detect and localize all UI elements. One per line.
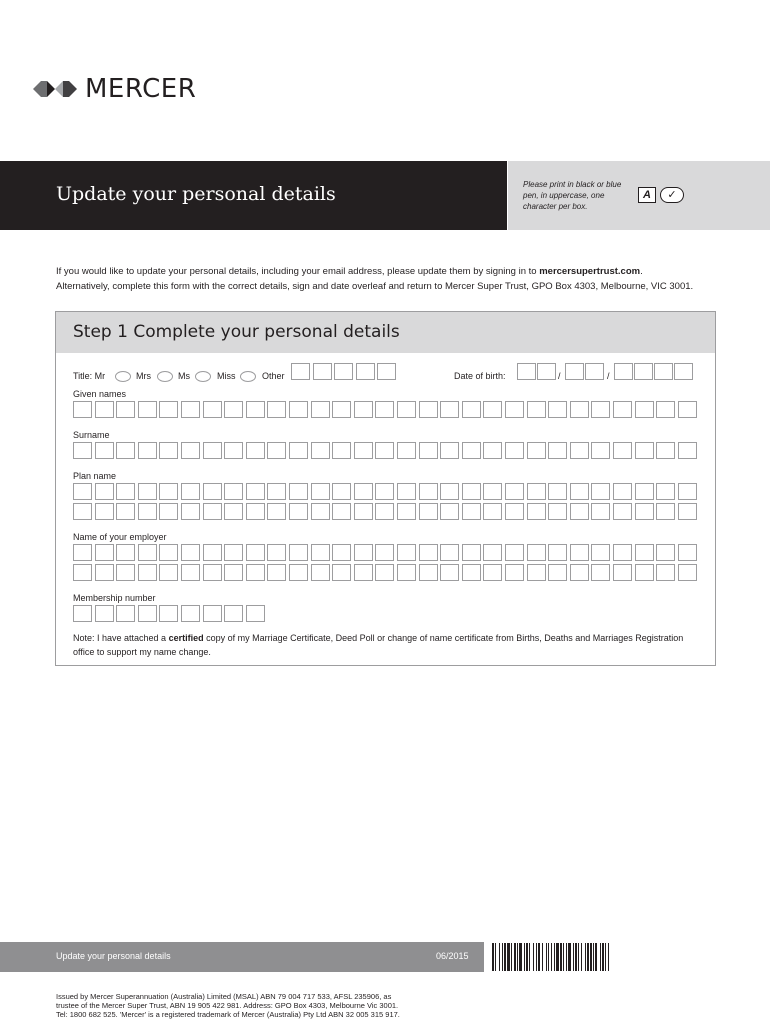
plan-name-box[interactable]: [462, 503, 481, 520]
employer-box[interactable]: [505, 544, 524, 561]
plan-name-box[interactable]: [678, 483, 697, 500]
plan-name-box[interactable]: [267, 503, 286, 520]
employer-box[interactable]: [375, 564, 394, 581]
employer-box[interactable]: [332, 544, 351, 561]
employer-box[interactable]: [548, 564, 567, 581]
membership-number-box[interactable]: [203, 605, 222, 622]
employer-box[interactable]: [527, 544, 546, 561]
membership-number-box[interactable]: [95, 605, 114, 622]
barcode-bar: [524, 943, 525, 971]
barcode-bar: [533, 943, 534, 971]
plan-name-box[interactable]: [354, 503, 373, 520]
barcode-bar: [595, 943, 597, 971]
plan-name-box[interactable]: [397, 483, 416, 500]
plan-name-box[interactable]: [375, 503, 394, 520]
dob-digit-box[interactable]: [537, 363, 556, 380]
dob-digit-box[interactable]: [614, 363, 633, 380]
step1-title: Step 1 Complete your personal details: [73, 322, 400, 342]
surname-box[interactable]: [505, 442, 524, 459]
step1-header: [56, 312, 715, 353]
dob-digit-box[interactable]: [634, 363, 653, 380]
barcode-bar: [554, 943, 555, 971]
plan-name-box[interactable]: [656, 483, 675, 500]
title-other-label: Other: [262, 371, 285, 381]
employer-box[interactable]: [116, 544, 135, 561]
surname-box[interactable]: [548, 442, 567, 459]
surname-box[interactable]: [354, 442, 373, 459]
given-names-box[interactable]: [483, 401, 502, 418]
barcode-bar: [526, 943, 528, 971]
given-names-box[interactable]: [289, 401, 308, 418]
plan-name-box[interactable]: [159, 483, 178, 500]
employer-box[interactable]: [224, 564, 243, 581]
employer-box[interactable]: [462, 564, 481, 581]
sample-letter-box: A: [638, 187, 656, 203]
mercer-wordmark: MERCER: [85, 74, 197, 104]
plan-name-box[interactable]: [591, 503, 610, 520]
dob-sep-2: /: [607, 371, 610, 381]
barcode-bar: [511, 943, 512, 971]
surname-box[interactable]: [440, 442, 459, 459]
given-names-box[interactable]: [397, 401, 416, 418]
plan-name-box[interactable]: [397, 503, 416, 520]
employer-box[interactable]: [483, 564, 502, 581]
barcode-bar: [517, 943, 518, 971]
barcode-bar: [556, 943, 559, 971]
given-names-box[interactable]: [462, 401, 481, 418]
step1-section: [55, 311, 716, 666]
given-names-box[interactable]: [116, 401, 135, 418]
membership-label: Membership number: [73, 593, 156, 603]
note-text-rest: copy of my Marriage Certificate, Deed Poll or change of name certificate from Births, Deaths and Marriages Registration office to support my name change.: [73, 633, 684, 657]
plan-name-box[interactable]: [267, 483, 286, 500]
barcode-bar: [548, 943, 549, 971]
name-change-note: [73, 631, 703, 659]
plan-name-box[interactable]: [116, 503, 135, 520]
plan-name-box[interactable]: [656, 503, 675, 520]
given-names-box[interactable]: [181, 401, 200, 418]
legal-text: [56, 992, 476, 1019]
plan-name-box[interactable]: [613, 483, 632, 500]
membership-number-box[interactable]: [116, 605, 135, 622]
plan-name-box[interactable]: [95, 483, 114, 500]
employer-box[interactable]: [505, 564, 524, 581]
employer-box[interactable]: [483, 544, 502, 561]
title-mrs-radio[interactable]: [157, 371, 173, 382]
employer-box[interactable]: [267, 544, 286, 561]
employer-box[interactable]: [95, 544, 114, 561]
plan-name-box[interactable]: [375, 483, 394, 500]
title-miss-label: Miss: [217, 371, 236, 381]
plan-name-box[interactable]: [527, 503, 546, 520]
employer-box[interactable]: [397, 544, 416, 561]
title-other-box[interactable]: [356, 363, 375, 380]
plan-name-box[interactable]: [527, 483, 546, 500]
surname-box[interactable]: [289, 442, 308, 459]
given-names-box[interactable]: [656, 401, 675, 418]
surname-box[interactable]: [591, 442, 610, 459]
plan-name-box[interactable]: [311, 503, 330, 520]
surname-box[interactable]: [678, 442, 697, 459]
employer-box[interactable]: [203, 564, 222, 581]
plan-name-box[interactable]: [570, 503, 589, 520]
barcode-bar: [519, 943, 522, 971]
surname-box[interactable]: [419, 442, 438, 459]
given-names-box[interactable]: [138, 401, 157, 418]
given-names-box[interactable]: [224, 401, 243, 418]
mercer-logo: [33, 74, 196, 104]
employer-box[interactable]: [289, 544, 308, 561]
membership-number-box[interactable]: [224, 605, 243, 622]
surname-box[interactable]: [527, 442, 546, 459]
plan-name-box[interactable]: [635, 503, 654, 520]
plan-name-box[interactable]: [613, 503, 632, 520]
given-names-box[interactable]: [311, 401, 330, 418]
barcode-bar: [581, 943, 582, 971]
surname-box[interactable]: [656, 442, 675, 459]
plan-name-box[interactable]: [505, 503, 524, 520]
employer-box[interactable]: [181, 544, 200, 561]
plan-name-box[interactable]: [419, 503, 438, 520]
given-names-box[interactable]: [354, 401, 373, 418]
title-other-box[interactable]: [291, 363, 310, 380]
given-names-box[interactable]: [246, 401, 265, 418]
given-names-box[interactable]: [95, 401, 114, 418]
dob-digit-box[interactable]: [565, 363, 584, 380]
barcode: [490, 943, 710, 971]
dob-sep-1: /: [558, 371, 561, 381]
surname-box[interactable]: [375, 442, 394, 459]
surname-box[interactable]: [332, 442, 351, 459]
given-names-box[interactable]: [159, 401, 178, 418]
barcode-bar: [546, 943, 547, 971]
surname-box[interactable]: [246, 442, 265, 459]
note-text: Note: I have attached a: [73, 633, 169, 643]
employer-box[interactable]: [311, 544, 330, 561]
surname-box[interactable]: [224, 442, 243, 459]
given-names-box[interactable]: [332, 401, 351, 418]
surname-box[interactable]: [159, 442, 178, 459]
given-names-box[interactable]: [203, 401, 222, 418]
plan-name-box[interactable]: [181, 503, 200, 520]
plan-name-box[interactable]: [332, 503, 351, 520]
employer-box[interactable]: [311, 564, 330, 581]
employer-box[interactable]: [613, 564, 632, 581]
plan-name-box[interactable]: [354, 483, 373, 500]
employer-box[interactable]: [73, 544, 92, 561]
sample-tick-icon: ✓: [660, 187, 684, 203]
barcode-bar: [499, 943, 500, 971]
intro-period: .: [640, 266, 643, 277]
barcode-bar: [568, 943, 571, 971]
employer-box[interactable]: [375, 544, 394, 561]
plan-name-box[interactable]: [181, 483, 200, 500]
dob-label: Date of birth:: [454, 371, 506, 381]
employer-box[interactable]: [203, 544, 222, 561]
barcode-bar: [602, 943, 604, 971]
employer-box[interactable]: [246, 564, 265, 581]
employer-box[interactable]: [95, 564, 114, 581]
membership-number-box[interactable]: [246, 605, 265, 622]
plan-name-box[interactable]: [73, 503, 92, 520]
employer-box[interactable]: [289, 564, 308, 581]
given-names-box[interactable]: [375, 401, 394, 418]
employer-label: Name of your employer: [73, 532, 167, 542]
plan-name-box[interactable]: [289, 483, 308, 500]
employer-box[interactable]: [181, 564, 200, 581]
membership-number-box[interactable]: [138, 605, 157, 622]
barcode-bar: [492, 943, 494, 971]
barcode-bar: [575, 943, 577, 971]
barcode-bar: [504, 943, 506, 971]
employer-box[interactable]: [591, 564, 610, 581]
footer-title: Update your personal details: [56, 951, 171, 961]
surname-box[interactable]: [181, 442, 200, 459]
intro-line1: If you would like to update your personal details, including your email address, please update them by signing in to: [56, 266, 540, 277]
given-names-box[interactable]: [527, 401, 546, 418]
dob-digit-box[interactable]: [654, 363, 673, 380]
employer-box[interactable]: [570, 564, 589, 581]
employer-box[interactable]: [354, 564, 373, 581]
barcode-bar: [538, 943, 540, 971]
given-names-box[interactable]: [591, 401, 610, 418]
barcode-bar: [536, 943, 537, 971]
print-instructions: Please print in black or blue pen, in uppercase, one character per box.: [523, 180, 622, 211]
intro-line2: Alternatively, complete this form with the correct details, sign and date overleaf and return to Mercer Super Trust, GPO Box 4303, Melbourne, VIC 3001.: [56, 281, 694, 292]
form-title: Update your personal details: [56, 183, 336, 205]
employer-box[interactable]: [570, 544, 589, 561]
barcode-bar: [566, 943, 567, 971]
surname-box[interactable]: [116, 442, 135, 459]
title-other-box[interactable]: [334, 363, 353, 380]
plan-name-box[interactable]: [138, 483, 157, 500]
plan-name-box[interactable]: [570, 483, 589, 500]
legal-line-2: trustee of the Mercer Super Trust, ABN 19 905 422 981. Address: GPO Box 4303, Melbourne Vic 3001.: [56, 1001, 399, 1010]
employer-box[interactable]: [678, 544, 697, 561]
given-names-label: Given names: [73, 389, 127, 399]
employer-box[interactable]: [332, 564, 351, 581]
barcode-bar: [573, 943, 574, 971]
given-names-box[interactable]: [419, 401, 438, 418]
employer-box[interactable]: [138, 564, 157, 581]
employer-box[interactable]: [635, 564, 654, 581]
plan-name-label: Plan name: [73, 471, 117, 481]
employer-box[interactable]: [138, 544, 157, 561]
surname-box[interactable]: [397, 442, 416, 459]
given-names-box[interactable]: [548, 401, 567, 418]
plan-name-box[interactable]: [159, 503, 178, 520]
employer-box[interactable]: [73, 564, 92, 581]
surname-box[interactable]: [267, 442, 286, 459]
employer-box[interactable]: [224, 544, 243, 561]
title-mr-radio[interactable]: [115, 371, 131, 382]
employer-box[interactable]: [440, 564, 459, 581]
employer-box[interactable]: [462, 544, 481, 561]
surname-box[interactable]: [462, 442, 481, 459]
intro-text: [56, 264, 736, 294]
plan-name-box[interactable]: [548, 483, 567, 500]
title-mrs-label: Mrs: [136, 371, 151, 381]
employer-box[interactable]: [656, 544, 675, 561]
membership-number-box[interactable]: [73, 605, 92, 622]
employer-box[interactable]: [397, 564, 416, 581]
plan-name-box[interactable]: [678, 503, 697, 520]
employer-box[interactable]: [267, 564, 286, 581]
plan-name-box[interactable]: [224, 503, 243, 520]
plan-name-box[interactable]: [462, 483, 481, 500]
employer-box[interactable]: [419, 564, 438, 581]
plan-name-box[interactable]: [138, 503, 157, 520]
employer-box[interactable]: [440, 544, 459, 561]
title-miss-radio[interactable]: [240, 371, 256, 382]
website-link[interactable]: mercersupertrust.com: [539, 266, 641, 277]
barcode-bar: [529, 943, 530, 971]
title-other-box[interactable]: [313, 363, 332, 380]
barcode-bar: [563, 943, 564, 971]
barcode-bar: [578, 943, 579, 971]
employer-box[interactable]: [246, 544, 265, 561]
employer-box[interactable]: [159, 564, 178, 581]
print-instructions-panel: [508, 161, 770, 230]
plan-name-box[interactable]: [505, 483, 524, 500]
mercer-logo-icon: [33, 77, 77, 101]
plan-name-box[interactable]: [548, 503, 567, 520]
surname-box[interactable]: [73, 442, 92, 459]
footer-date: 06/2015: [436, 951, 469, 961]
barcode-bar: [608, 943, 609, 971]
barcode-bar: [507, 943, 510, 971]
employer-box[interactable]: [419, 544, 438, 561]
surname-box[interactable]: [570, 442, 589, 459]
given-names-box[interactable]: [613, 401, 632, 418]
legal-line-1: Issued by Mercer Superannuation (Australia) Limited (MSAL) ABN 79 004 717 533, AFSL 235906, as: [56, 992, 392, 1001]
employer-box[interactable]: [354, 544, 373, 561]
surname-box[interactable]: [311, 442, 330, 459]
plan-name-box[interactable]: [246, 503, 265, 520]
plan-name-box[interactable]: [203, 503, 222, 520]
plan-name-box[interactable]: [483, 483, 502, 500]
dob-digit-box[interactable]: [585, 363, 604, 380]
surname-label: Surname: [73, 430, 110, 440]
legal-line-3: Tel: 1800 682 525. 'Mercer' is a registered trademark of Mercer (Australia) Pty Ltd ABN 32 005 315 917.: [56, 1010, 400, 1019]
barcode-bar: [560, 943, 562, 971]
title-label: Title: Mr: [73, 371, 106, 381]
given-names-box[interactable]: [505, 401, 524, 418]
employer-box[interactable]: [159, 544, 178, 561]
barcode-bar: [542, 943, 543, 971]
barcode-bar: [587, 943, 589, 971]
plan-name-box[interactable]: [635, 483, 654, 500]
surname-box[interactable]: [483, 442, 502, 459]
plan-name-box[interactable]: [289, 503, 308, 520]
title-ms-label: Ms: [178, 371, 190, 381]
barcode-bar: [590, 943, 592, 971]
plan-name-box[interactable]: [332, 483, 351, 500]
barcode-bar: [514, 943, 516, 971]
given-names-box[interactable]: [73, 401, 92, 418]
dob-digit-box[interactable]: [674, 363, 693, 380]
employer-box[interactable]: [635, 544, 654, 561]
employer-box[interactable]: [656, 564, 675, 581]
barcode-bar: [605, 943, 606, 971]
plan-name-box[interactable]: [311, 483, 330, 500]
surname-box[interactable]: [203, 442, 222, 459]
plan-name-box[interactable]: [419, 483, 438, 500]
barcode-bar: [585, 943, 586, 971]
plan-name-box[interactable]: [224, 483, 243, 500]
title-other-box[interactable]: [377, 363, 396, 380]
employer-box[interactable]: [613, 544, 632, 561]
employer-box[interactable]: [548, 544, 567, 561]
surname-box[interactable]: [138, 442, 157, 459]
membership-number-box[interactable]: [159, 605, 178, 622]
given-names-box[interactable]: [267, 401, 286, 418]
given-names-box[interactable]: [440, 401, 459, 418]
barcode-bar: [593, 943, 594, 971]
employer-box[interactable]: [678, 564, 697, 581]
plan-name-box[interactable]: [483, 503, 502, 520]
plan-name-box[interactable]: [440, 503, 459, 520]
employer-box[interactable]: [527, 564, 546, 581]
plan-name-box[interactable]: [203, 483, 222, 500]
given-names-box[interactable]: [570, 401, 589, 418]
note-certified: certified: [168, 633, 204, 643]
plan-name-box[interactable]: [246, 483, 265, 500]
barcode-bar: [495, 943, 496, 971]
employer-box[interactable]: [591, 544, 610, 561]
dob-digit-box[interactable]: [517, 363, 536, 380]
plan-name-box[interactable]: [440, 483, 459, 500]
footer-bar: [0, 942, 484, 972]
plan-name-box[interactable]: [95, 503, 114, 520]
barcode-bar: [600, 943, 601, 971]
barcode-bar: [502, 943, 503, 971]
surname-box[interactable]: [613, 442, 632, 459]
surname-box[interactable]: [635, 442, 654, 459]
membership-number-box[interactable]: [181, 605, 200, 622]
title-ms-radio[interactable]: [195, 371, 211, 382]
given-names-box[interactable]: [635, 401, 654, 418]
barcode-bar: [551, 943, 552, 971]
given-names-box[interactable]: [678, 401, 697, 418]
form-banner: [0, 161, 507, 230]
surname-box[interactable]: [95, 442, 114, 459]
plan-name-box[interactable]: [591, 483, 610, 500]
plan-name-box[interactable]: [116, 483, 135, 500]
plan-name-box[interactable]: [73, 483, 92, 500]
employer-box[interactable]: [116, 564, 135, 581]
